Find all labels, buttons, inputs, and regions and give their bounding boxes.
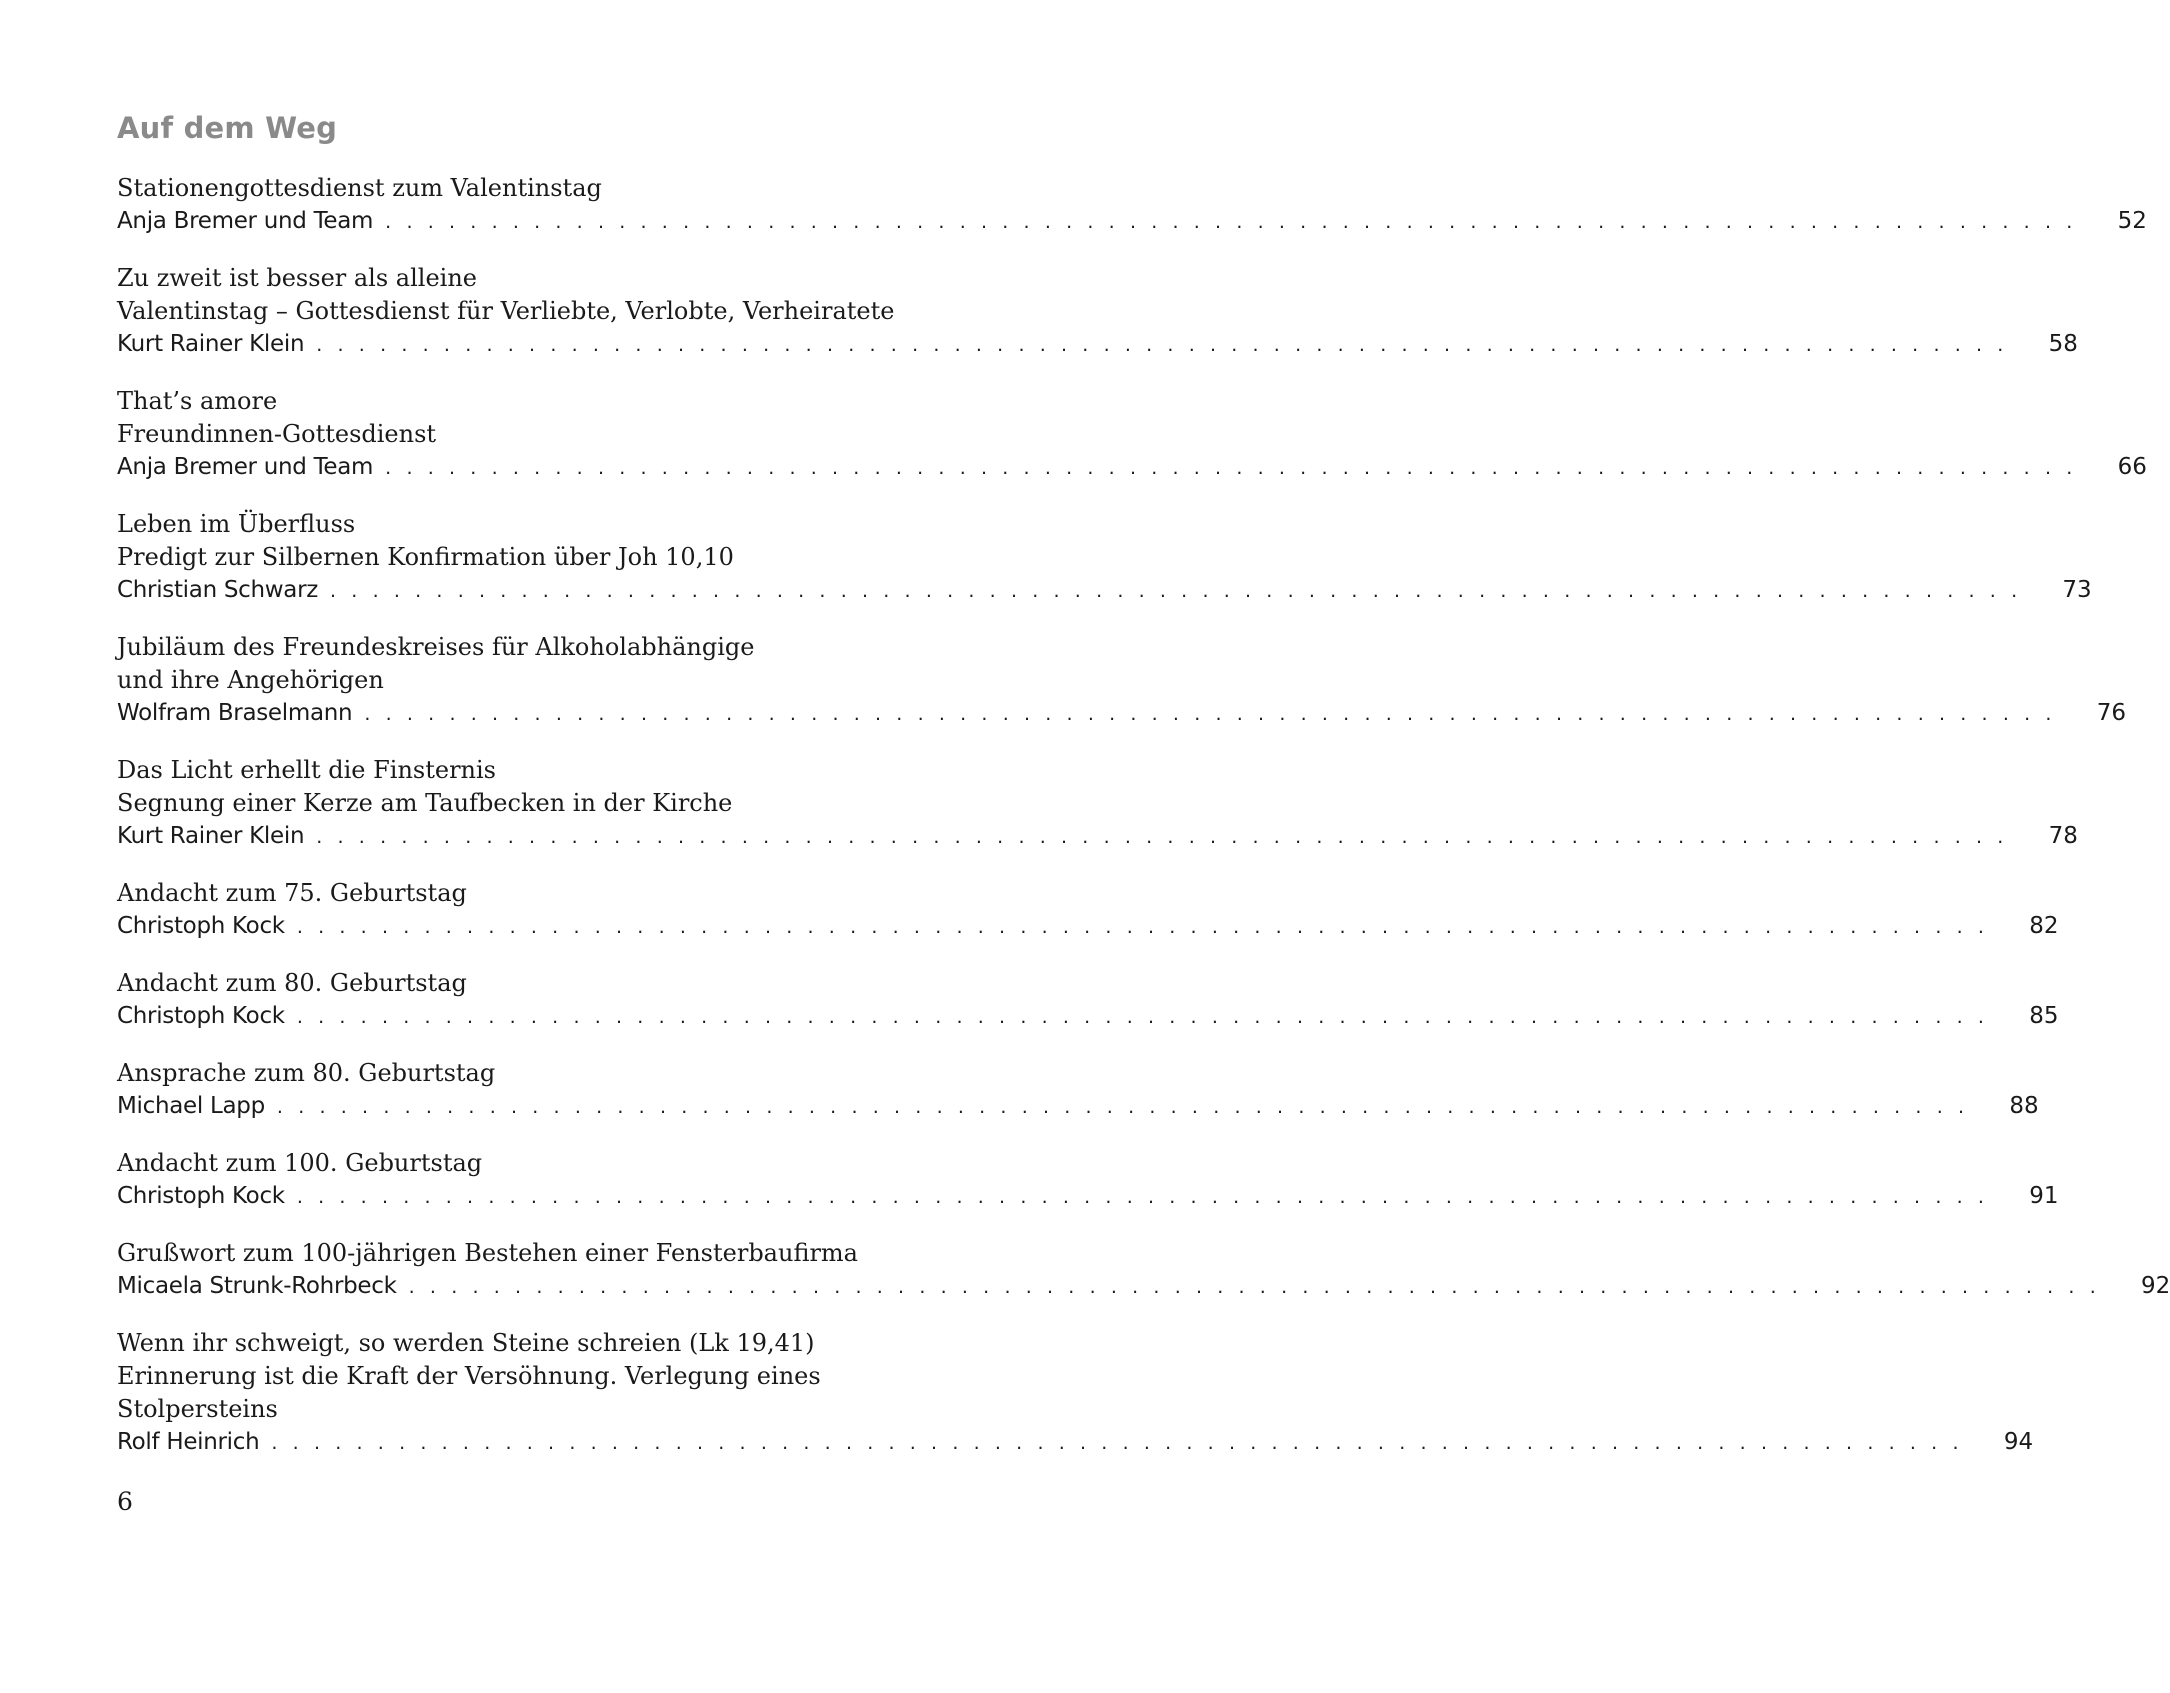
toc-entry — [117, 1327, 2034, 1459]
toc-entry-title-line: Leben im Überfluss — [117, 510, 356, 538]
toc-entry-title-line: Segnung einer Kerze am Taufbecken in der Kirche — [117, 789, 733, 817]
toc-entry-page-number: 66 — [2117, 454, 2147, 480]
dot-leader: . . . . . . . . . . . . . . . . . . . . . . . . . . . . . . . . . . . . . . . . . . . . . . . . . . . . . . . . . . . . . . . . . . . . . . . . . . . . . . . . — [276, 1096, 1969, 1118]
toc-entry-author-row — [117, 1000, 2059, 1033]
section-title: Auf dem Weg — [117, 111, 338, 145]
toc-entry-page-number: 52 — [2117, 208, 2147, 234]
toc-entry-author: Christoph Kock — [117, 1183, 285, 1209]
toc-entry — [117, 1057, 2039, 1123]
toc-entry-title-line: Das Licht erhellt die Finsternis — [117, 756, 496, 784]
dot-leader: . . . . . . . . . . . . . . . . . . . . . . . . . . . . . . . . . . . . . . . . . . . . . . . . . . . . . . . . . . . . . . . . . . . . . . . . . . . . . . . . — [296, 916, 1989, 938]
toc-entry-title-line: Zu zweit ist besser als alleine — [117, 264, 477, 292]
toc-entry-title-line: Predigt zur Silbernen Konfirmation über Joh 10,10 — [117, 543, 734, 571]
dot-leader: . . . . . . . . . . . . . . . . . . . . . . . . . . . . . . . . . . . . . . . . . . . . . . . . . . . . . . . . . . . . . . . . . . . . . . . . . . . . . . . . — [296, 1006, 1989, 1028]
toc-entry-title-line: Stationengottesdienst zum Valentinstag — [117, 174, 602, 202]
toc-entry-author-row — [117, 328, 2078, 361]
toc-entry — [117, 262, 2078, 361]
dot-leader: . . . . . . . . . . . . . . . . . . . . . . . . . . . . . . . . . . . . . . . . . . . . . . . . . . . . . . . . . . . . . . . . . . . . . . . . . . . . . . . . — [296, 1186, 1989, 1208]
toc-entry-page-number: 91 — [2029, 1183, 2059, 1209]
toc-entry-author-row — [117, 574, 2092, 607]
toc-entry-title-line: Jubiläum des Freundeskreises für Alkoholabhängige — [117, 633, 755, 661]
dot-leader: . . . . . . . . . . . . . . . . . . . . . . . . . . . . . . . . . . . . . . . . . . . . . . . . . . . . . . . . . . . . . . . . . . . . . . . . . . . . . . . . — [271, 1432, 1964, 1454]
toc-entry-author-row — [117, 1270, 2170, 1303]
toc-entry-title-line: Andacht zum 100. Geburtstag — [117, 1149, 483, 1177]
dot-leader: . . . . . . . . . . . . . . . . . . . . . . . . . . . . . . . . . . . . . . . . . . . . . . . . . . . . . . . . . . . . . . . . . . . . . . . . . . . . . . . . — [385, 211, 2077, 233]
toc-entry-page-number: 82 — [2029, 913, 2059, 939]
toc-entry-page-number: 92 — [2141, 1273, 2170, 1299]
toc-entry-title-line: Erinnerung ist die Kraft der Versöhnung. Verlegung eines — [117, 1362, 821, 1390]
toc-entry-title-line: Andacht zum 75. Geburtstag — [117, 879, 467, 907]
toc-entry-author-row — [117, 205, 2147, 238]
toc-entry-author: Christoph Kock — [117, 1003, 285, 1029]
toc-entry-title-line: Stolpersteins — [117, 1395, 278, 1423]
toc-entry-page-number: 73 — [2062, 577, 2092, 603]
dot-leader: . . . . . . . . . . . . . . . . . . . . . . . . . . . . . . . . . . . . . . . . . . . . . . . . . . . . . . . . . . . . . . . . . . . . . . . . . . . . . . . . — [330, 580, 2022, 602]
table-of-contents — [117, 172, 2170, 1459]
toc-entry-page-number: 58 — [2048, 331, 2078, 357]
toc-entry-author-row — [117, 820, 2078, 853]
toc-entry — [117, 1237, 2170, 1303]
toc-entry-page-number: 76 — [2096, 700, 2127, 726]
toc-entry-title-line: Freundinnen-Gottesdienst — [117, 420, 437, 448]
toc-entry-author: Kurt Rainer Klein — [117, 823, 305, 849]
toc-entry-title-line: That’s amore — [117, 387, 278, 415]
toc-entry-author-row — [117, 1090, 2039, 1123]
toc-entry-title-line: Ansprache zum 80. Geburtstag — [117, 1059, 496, 1087]
document-page — [117, 0, 2170, 1693]
toc-entry-author: Wolfram Braselmann — [117, 700, 353, 726]
toc-entry-author: Michael Lapp — [117, 1093, 265, 1119]
toc-entry-title-line: und ihre Angehörigen — [117, 666, 384, 694]
toc-entry-title-line: Andacht zum 80. Geburtstag — [117, 969, 467, 997]
toc-entry-author: Micaela Strunk-Rohrbeck — [117, 1273, 397, 1299]
toc-entry-author: Christian Schwarz — [117, 577, 319, 603]
toc-entry-title-line: Valentinstag – Gottesdienst für Verliebte, Verlobte, Verheiratete — [117, 297, 895, 325]
toc-entry-author: Anja Bremer und Team — [117, 208, 374, 234]
toc-entry — [117, 172, 2147, 238]
toc-entry-author-row — [117, 1180, 2059, 1213]
toc-entry-page-number: 88 — [2009, 1093, 2039, 1119]
toc-entry-author-row — [117, 910, 2059, 943]
toc-entry — [117, 385, 2147, 484]
toc-entry — [117, 1147, 2059, 1213]
dot-leader: . . . . . . . . . . . . . . . . . . . . . . . . . . . . . . . . . . . . . . . . . . . . . . . . . . . . . . . . . . . . . . . . . . . . . . . . . . . . . . . . — [316, 334, 2008, 356]
toc-entry — [117, 877, 2059, 943]
toc-entry-page-number: 94 — [2003, 1429, 2034, 1455]
toc-entry-author-row — [117, 697, 2127, 730]
toc-entry-author: Anja Bremer und Team — [117, 454, 374, 480]
dot-leader: . . . . . . . . . . . . . . . . . . . . . . . . . . . . . . . . . . . . . . . . . . . . . . . . . . . . . . . . . . . . . . . . . . . . . . . . . . . . . . . . — [364, 703, 2057, 725]
toc-entry-title-line: Wenn ihr schweigt, so werden Steine schreien (Lk 19,41) — [117, 1329, 815, 1357]
toc-entry — [117, 754, 2078, 853]
toc-entry-title-line: Grußwort zum 100-jährigen Bestehen einer Fensterbaufirma — [117, 1239, 858, 1267]
toc-entry — [117, 967, 2059, 1033]
page-number: 6 — [117, 1487, 133, 1516]
toc-entry-page-number: 85 — [2029, 1003, 2059, 1029]
toc-entry-author-row — [117, 1426, 2034, 1459]
toc-entry-author: Christoph Kock — [117, 913, 285, 939]
dot-leader: . . . . . . . . . . . . . . . . . . . . . . . . . . . . . . . . . . . . . . . . . . . . . . . . . . . . . . . . . . . . . . . . . . . . . . . . . . . . . . . . — [385, 457, 2077, 479]
toc-entry-author: Rolf Heinrich — [117, 1429, 260, 1455]
dot-leader: . . . . . . . . . . . . . . . . . . . . . . . . . . . . . . . . . . . . . . . . . . . . . . . . . . . . . . . . . . . . . . . . . . . . . . . . . . . . . . . . — [316, 826, 2008, 848]
toc-entry — [117, 631, 2127, 730]
dot-leader: . . . . . . . . . . . . . . . . . . . . . . . . . . . . . . . . . . . . . . . . . . . . . . . . . . . . . . . . . . . . . . . . . . . . . . . . . . . . . . . . — [408, 1276, 2101, 1298]
toc-entry — [117, 508, 2092, 607]
toc-entry-page-number: 78 — [2048, 823, 2078, 849]
toc-entry-author: Kurt Rainer Klein — [117, 331, 305, 357]
toc-entry-author-row — [117, 451, 2147, 484]
